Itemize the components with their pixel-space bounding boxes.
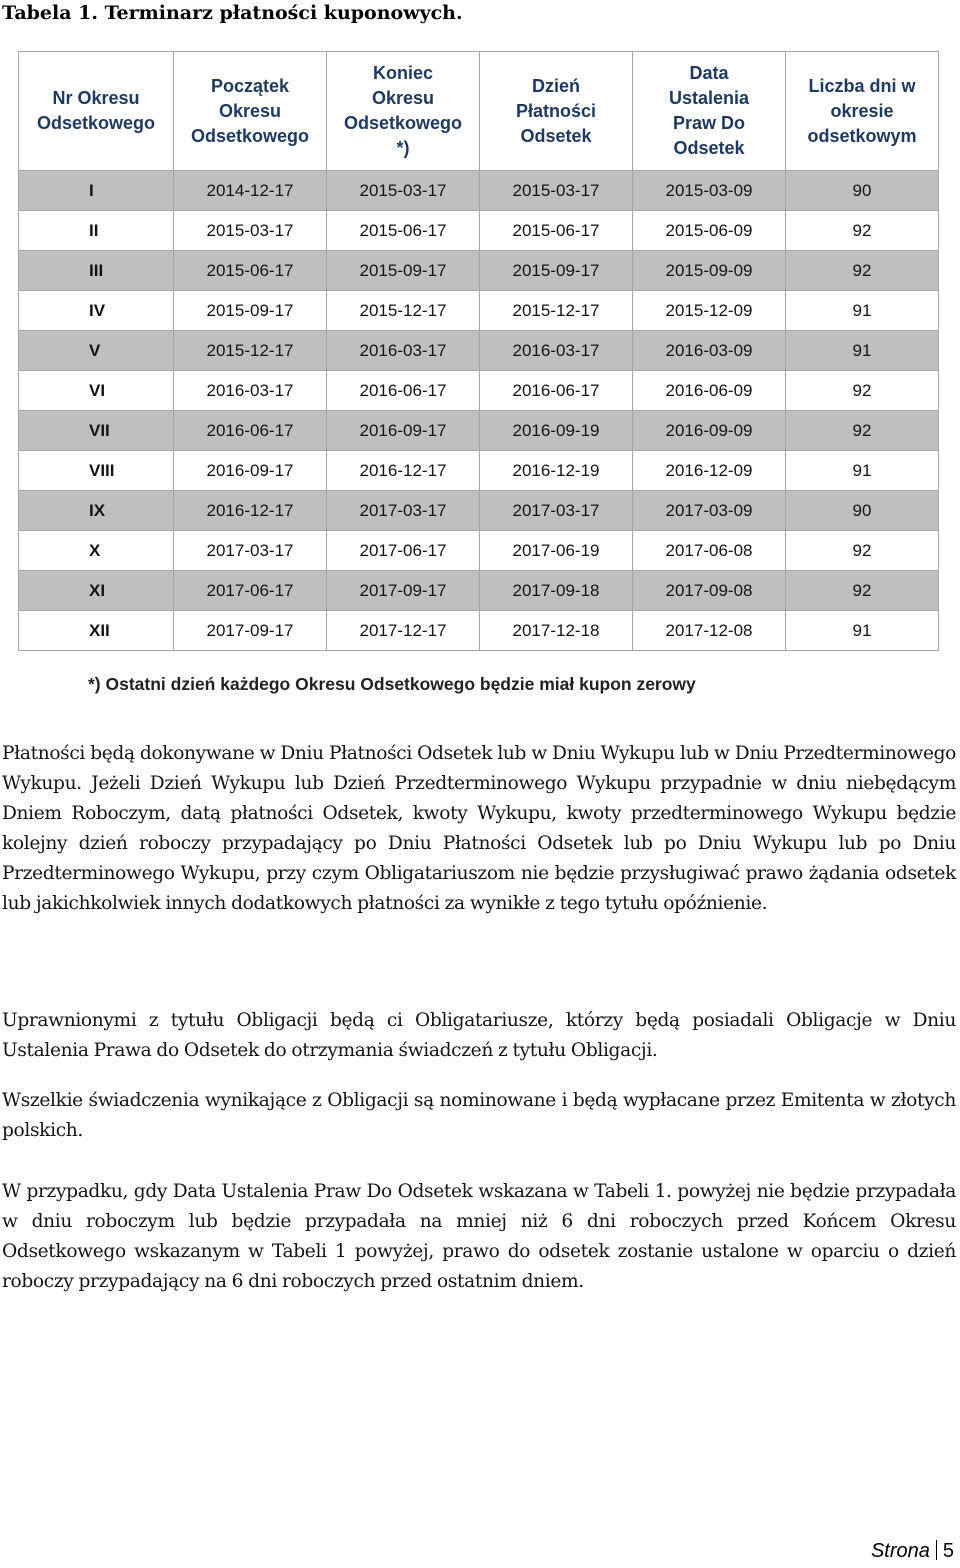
- table-cell: 92: [786, 371, 939, 411]
- table-cell: 2015-09-09: [633, 251, 786, 291]
- table-cell: 2015-09-17: [327, 251, 480, 291]
- table-cell: 2017-03-17: [327, 491, 480, 531]
- table-cell: 2017-03-17: [174, 531, 327, 571]
- column-header-line: odsetkowym: [807, 125, 917, 146]
- table-cell: 2014-12-17: [174, 171, 327, 211]
- column-header-line: Odsetkowego: [343, 113, 463, 133]
- page-number: [871, 1540, 954, 1563]
- table-cell: 90: [786, 171, 939, 211]
- period-number-cell: X: [19, 531, 174, 571]
- table-row: [19, 171, 939, 211]
- paragraph-entitled-holders: Uprawnionymi z tytułu Obligacji będą ci Obligatariusze, którzy będą posiadali Obligacje w Dniu Ustalenia Prawa do Odsetek do otrzymania świadczeń z tytułu Obligacji.: [2, 1010, 956, 1061]
- period-number-cell: VIII: [19, 451, 174, 491]
- table-cell: 2015-03-17: [327, 171, 480, 211]
- table-cell: 2016-09-09: [633, 411, 786, 451]
- table-cell: 91: [786, 331, 939, 371]
- period-number-cell: VI: [19, 371, 174, 411]
- table-row: [19, 371, 939, 411]
- period-number-cell: III: [19, 251, 174, 291]
- table-row: [19, 211, 939, 251]
- table-row: [19, 291, 939, 331]
- table-cell: 2016-12-09: [633, 451, 786, 491]
- table-cell: 2016-03-17: [327, 331, 480, 371]
- table-header: [19, 52, 939, 171]
- table-row: [19, 531, 939, 571]
- table-cell: 2017-09-18: [480, 571, 633, 611]
- table-cell: 92: [786, 251, 939, 291]
- table-cell: 2016-12-17: [174, 491, 327, 531]
- column-header-line: Ustalenia: [668, 88, 750, 108]
- table-cell: 2016-03-17: [174, 371, 327, 411]
- table-cell: 92: [786, 571, 939, 611]
- table-cell: 2017-12-18: [480, 611, 633, 651]
- column-header-line: Odsetkowego: [190, 125, 310, 146]
- table-cell: 2015-12-17: [480, 291, 633, 331]
- table-row: [19, 491, 939, 531]
- table-cell: 2016-09-17: [327, 411, 480, 451]
- table-header-row: [19, 52, 939, 171]
- table-cell: 90: [786, 491, 939, 531]
- table-cell: 2017-12-17: [327, 611, 480, 651]
- period-number-cell: IX: [19, 491, 174, 531]
- column-header-line: Koniec: [372, 63, 433, 83]
- table-footnote: *) Ostatni dzień każdego Okresu Odsetkowego będzie miał kupon zerowy: [88, 674, 696, 694]
- column-header-line: Odsetek: [520, 125, 592, 146]
- column-header-line: Początek: [210, 75, 290, 96]
- period-number-cell: XI: [19, 571, 174, 611]
- table-cell: 2015-12-17: [327, 291, 480, 331]
- column-header-line: Nr Okresu: [52, 88, 140, 108]
- table-row: [19, 571, 939, 611]
- table-cell: 2015-09-17: [480, 251, 633, 291]
- table-cell: 2015-03-17: [480, 171, 633, 211]
- table-cell: 2016-03-09: [633, 331, 786, 371]
- table-cell: 2017-06-17: [327, 531, 480, 571]
- table-cell: 2016-03-17: [480, 331, 633, 371]
- column-header-line: Liczba dni w: [808, 75, 916, 96]
- table-cell: 2016-06-09: [633, 371, 786, 411]
- column-header: [786, 52, 939, 171]
- table-cell: 2015-03-09: [633, 171, 786, 211]
- table-cell: 2016-06-17: [327, 371, 480, 411]
- table-cell: 2015-06-17: [480, 211, 633, 251]
- table-cell: 2017-06-19: [480, 531, 633, 571]
- table-cell: 2016-12-19: [480, 451, 633, 491]
- column-header-line: Płatności: [515, 100, 597, 121]
- coupon-schedule-table: [18, 51, 939, 651]
- table-cell: 2017-09-17: [327, 571, 480, 611]
- paragraph-currency: Wszelkie świadczenia wynikające z Obligacji są nominowane i będą wypłacane przez Emitenta w złotych polskich.: [2, 1090, 956, 1141]
- period-number-cell: I: [19, 171, 174, 211]
- table-cell: 2017-03-09: [633, 491, 786, 531]
- page-separator: [936, 1540, 937, 1560]
- table-row: [19, 611, 939, 651]
- table-cell: 2017-09-08: [633, 571, 786, 611]
- table-cell: 2015-06-17: [174, 251, 327, 291]
- table-cell: 92: [786, 411, 939, 451]
- column-header-line: Data: [689, 63, 729, 83]
- table-cell: 2015-03-17: [174, 211, 327, 251]
- table-cell: 2015-09-17: [174, 291, 327, 331]
- table-row: [19, 411, 939, 451]
- column-header-line: okresie: [830, 100, 894, 121]
- table-caption: Tabela 1. Terminarz płatności kuponowych.: [2, 2, 463, 24]
- period-number-cell: XII: [19, 611, 174, 651]
- period-number-cell: V: [19, 331, 174, 371]
- table-cell: 91: [786, 611, 939, 651]
- table-cell: 2017-06-17: [174, 571, 327, 611]
- table-cell: 2017-09-17: [174, 611, 327, 651]
- period-number-cell: VII: [19, 411, 174, 451]
- column-header-line: *): [396, 138, 410, 158]
- table-cell: 2017-03-17: [480, 491, 633, 531]
- column-header-line: Okresu: [371, 88, 435, 108]
- period-number-cell: II: [19, 211, 174, 251]
- table-cell: 2016-09-17: [174, 451, 327, 491]
- table-row: [19, 331, 939, 371]
- column-header-line: Praw Do: [672, 113, 746, 133]
- table-cell: 2016-09-19: [480, 411, 633, 451]
- column-header-line: Odsetkowego: [36, 113, 156, 133]
- table-cell: 92: [786, 531, 939, 571]
- column-header: [480, 52, 633, 171]
- column-header: [174, 52, 327, 171]
- table-cell: 2016-06-17: [480, 371, 633, 411]
- table-cell: 2015-12-17: [174, 331, 327, 371]
- table-cell: 2017-12-08: [633, 611, 786, 651]
- table-cell: 2016-12-17: [327, 451, 480, 491]
- table-cell: 91: [786, 291, 939, 331]
- column-header-line: Dzień: [531, 75, 580, 96]
- column-header: [633, 52, 786, 171]
- table-row: [19, 251, 939, 291]
- table-cell: 2015-06-09: [633, 211, 786, 251]
- page-number-value: 5: [942, 1540, 954, 1562]
- column-header-line: Okresu: [218, 100, 282, 121]
- table-cell: 2015-12-09: [633, 291, 786, 331]
- table-cell: 2016-06-17: [174, 411, 327, 451]
- column-header: [327, 52, 480, 171]
- table-cell: 92: [786, 211, 939, 251]
- column-header: [19, 52, 174, 171]
- table-row: [19, 451, 939, 491]
- table-cell: 91: [786, 451, 939, 491]
- column-header-line: Odsetek: [673, 138, 745, 158]
- period-number-cell: IV: [19, 291, 174, 331]
- table-body: [19, 171, 939, 651]
- paragraph-record-date: W przypadku, gdy Data Ustalenia Praw Do Odsetek wskazana w Tabeli 1. powyżej nie będzie przypadała w dniu roboczym lub będzie przypadała na mniej niż 6 dni roboczych przed Końcem Okresu Odsetkowego wskazanym w Tabeli 1 powyżej, prawo do odsetek zostanie ustalone w oparciu o dzień roboczy przypadający na 6 dni roboczych przed ostatnim dniem.: [2, 1181, 956, 1292]
- paragraph-payments: Płatności będą dokonywane w Dniu Płatności Odsetek lub w Dniu Wykupu lub w Dniu Przedterminowego Wykupu. Jeżeli Dzień Wykupu lub Dzień Przedterminowego Wykupu przypadnie w dniu niebędącym Dniem Roboczym, datą płatności Odsetek, kwoty Wykupu, kwoty przedterminowego Wykupu będzie kolejny dzień roboczy przypadający po Dniu Płatności Odsetek lub po Dniu Wykupu lub po Dniu Przedterminowego Wykupu, przy czym Obligatariuszom nie będzie przysługiwać prawo żądania odsetek lub jakichkolwiek innych dodatkowych płatności za wynikłe z tego tytułu opóźnienie.: [2, 743, 956, 914]
- table-cell: 2017-06-08: [633, 531, 786, 571]
- page-label: Strona: [870, 1540, 930, 1562]
- table-cell: 2015-06-17: [327, 211, 480, 251]
